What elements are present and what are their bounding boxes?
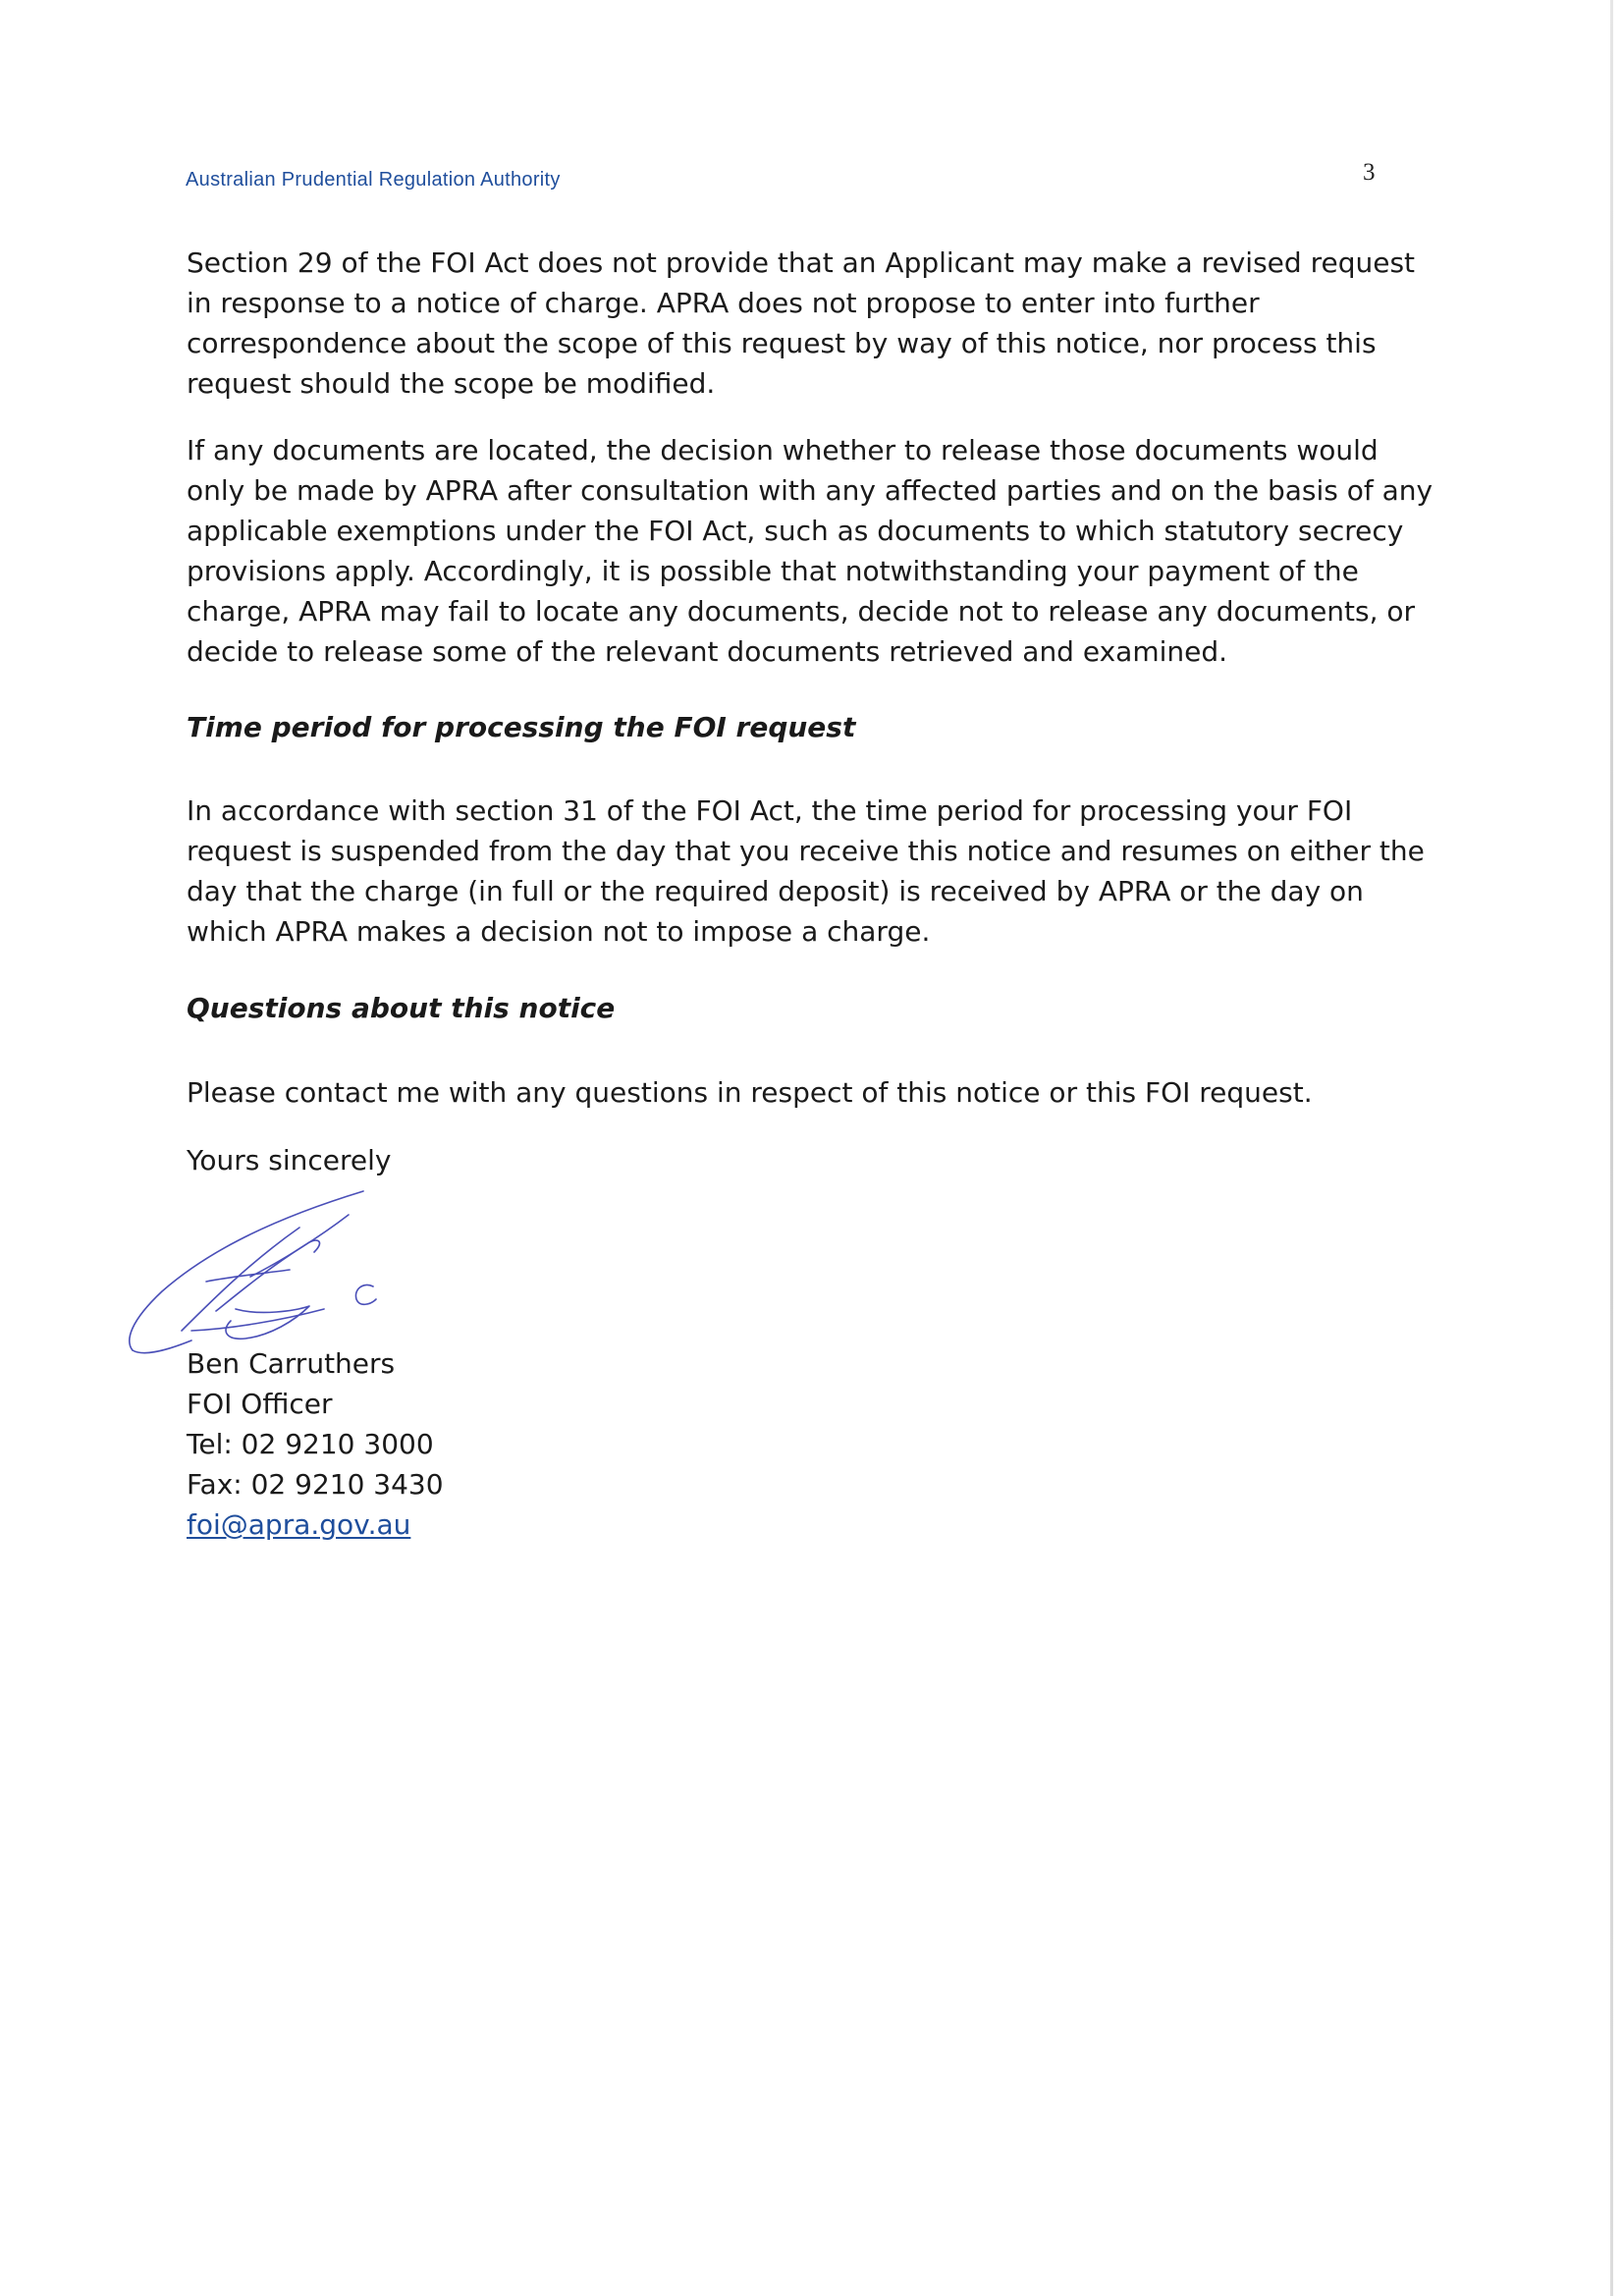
paragraph-release-decision: If any documents are located, the decision whether to release those documents would only be made by APRA after consultation with any affected parties and on the basis of any applicable exemptions under the FOI Act, such as documents to which statutory secrecy provisions apply. Accordingly, it is possible that notwithstanding your payment of the charge, APRA may fail to locate any documents, decide not to release any documents, or decide to release some of the relevant documents retrieved and examined.: [187, 434, 1434, 668]
heading-time-period: Time period for processing the FOI request: [187, 711, 856, 743]
page-number: 3: [1363, 159, 1376, 186]
handwritten-signature: [123, 1183, 398, 1370]
signature-block: [187, 1343, 444, 1545]
organisation-header: Australian Prudential Regulation Authority: [186, 169, 561, 191]
email-link[interactable]: foi@apra.gov.au: [187, 1508, 411, 1541]
closing-salutation: Yours sincerely: [187, 1144, 392, 1176]
fax-number: Fax: 02 9210 3430: [187, 1468, 444, 1501]
scan-edge-line: [1610, 0, 1613, 2296]
signatory-title: FOI Officer: [187, 1388, 333, 1420]
signatory-name: Ben Carruthers: [187, 1347, 396, 1380]
heading-questions: Questions about this notice: [187, 992, 616, 1024]
telephone-number: Tel: 02 9210 3000: [187, 1428, 434, 1460]
paragraph-time-period: In accordance with section 31 of the FOI Act, the time period for processing your FOI request is suspended from the day that you receive this notice and resumes on either the day that the charge (in full or the required deposit) is received by APRA or the day on which APRA makes a decision not to impose a charge.: [187, 794, 1425, 948]
paragraph-questions: Please contact me with any questions in respect of this notice or this FOI request.: [187, 1076, 1313, 1109]
paragraph-scope: Section 29 of the FOI Act does not provide that an Applicant may make a revised request in response to a notice of charge. APRA does not propose to enter into further correspondence about the scope of this request by way of this notice, nor process this request should the scope be modified.: [187, 246, 1416, 400]
